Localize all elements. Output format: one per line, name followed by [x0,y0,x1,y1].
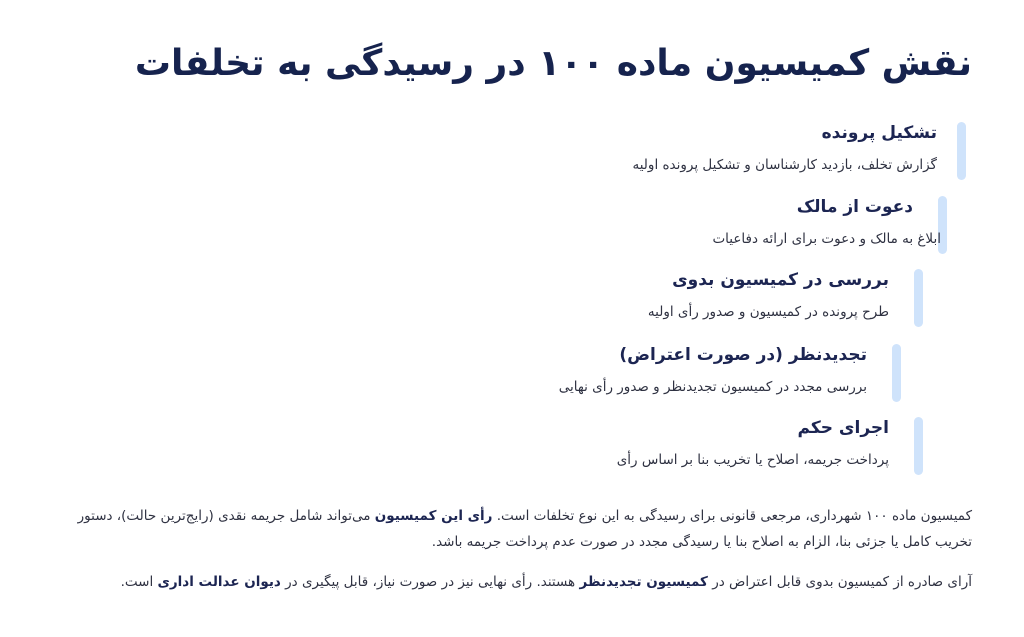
step-indicator-bar [914,417,923,475]
step-item [503,413,923,479]
step-item [481,340,901,406]
step-title: تشکیل پرونده [821,123,937,143]
step-description: پرداخت جریمه، اصلاح یا تخریب بنا بر اساس رأی [616,452,889,468]
paragraph-text: می‌تواند شامل جریمه نقدی (رایج‌ترین حالت)، دستور تخریب کامل یا جزئی بنا، الزام به اصلاح بنا یا رسیدگی مجدد در صورت عدم پرداخت جریمه باشد. [77,508,972,550]
paragraph-bold-text: رأی این کمیسیون [374,508,493,524]
step-title: دعوت از مالک [796,197,913,217]
paragraph-text: کمیسیون ماده ۱۰۰ شهرداری، مرجعی قانونی برای رسیدگی به این نوع تخلفات است. [492,508,972,524]
step-title: اجرای حکم [797,418,889,438]
step-description: طرح پرونده در کمیسیون و صدور رأی اولیه [647,304,889,320]
step-item [546,118,966,184]
step-title: تجدیدنظر (در صورت اعتراض) [619,345,867,365]
page-title: نقش کمیسیون ماده ۱۰۰ در رسیدگی به تخلفات [134,43,972,84]
step-indicator-bar [957,122,966,180]
step-item [503,265,923,331]
step-indicator-bar [892,344,901,402]
step-description: بررسی مجدد در کمیسیون تجدیدنظر و صدور رأی نهایی [558,379,867,395]
paragraph-text: آرای صادره از کمیسیون بدوی قابل اعتراض در [707,574,972,590]
description-paragraph [42,503,972,555]
paragraph-bold-text: دیوان عدالت اداری [157,574,281,590]
step-item [527,192,947,258]
paragraph-text: است. [120,574,158,590]
step-indicator-bar [914,269,923,327]
step-title: بررسی در کمیسیون بدوی [672,270,889,290]
paragraph-bold-text: کمیسیون تجدیدنظر [579,574,708,590]
step-description: گزارش تخلف، بازدید کارشناسان و تشکیل پرونده اولیه [632,157,937,173]
paragraph-text: هستند. رأی نهایی نیز در صورت نیاز، قابل پیگیری در [280,574,580,590]
appeal-paragraph [42,569,972,595]
step-description: ابلاغ به مالک و دعوت برای ارائه دفاعیات [712,231,941,247]
